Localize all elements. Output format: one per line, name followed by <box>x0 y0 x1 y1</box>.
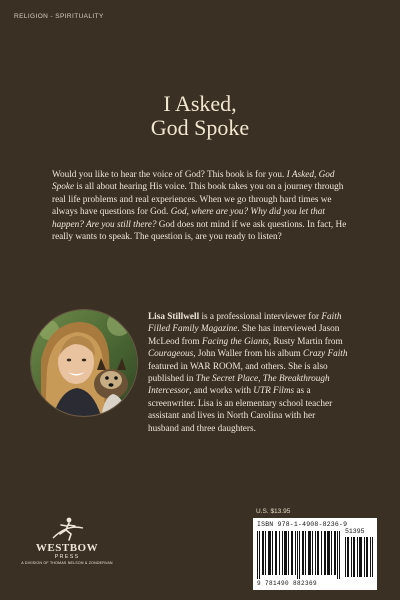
bio-text: , <box>258 374 263 385</box>
addon-barcode-icon <box>345 537 373 577</box>
bio-text: is a professional interviewer for <box>199 312 322 322</box>
bio-emphasis: Crazy Faith <box>303 349 348 360</box>
book-description <box>52 169 350 243</box>
publisher-division: A DIVISION OF THOMAS NELSON & ZONDERVAN <box>21 561 113 565</box>
barcode-digits: 9 781490 882369 <box>257 580 318 587</box>
blurb-questions: God, where are you? Why did you let that happen? Are you still there? <box>52 207 325 230</box>
bio-text: as a screenwriter. Lisa is an elementary school teacher assistant and lives in North Carolina with her husband and three daughters. <box>148 386 333 434</box>
author-bio <box>148 311 348 435</box>
category-label: RELIGION - SPIRITUALITY <box>14 13 104 20</box>
title-line-1: I Asked, <box>163 91 237 116</box>
author-name: Lisa Stillwell <box>148 312 200 322</box>
bio-text: , and works with <box>189 386 254 397</box>
blurb-text-1: Would you like to hear the voice of God? This book is for you. <box>52 170 287 180</box>
publisher-press: PRESS <box>54 554 80 560</box>
price-label: U.S. $13.95 <box>256 508 291 515</box>
title-line-2: God Spoke <box>150 115 250 140</box>
westbow-runner-logo-icon <box>47 516 87 542</box>
publisher-brand: WESTBOW <box>35 542 99 554</box>
publisher-logo <box>12 516 122 594</box>
blurb-text-2: is all about hearing His voice. This book takes you on a journey through real life problems and real experiences. When we go through hard times we always have questions for God. <box>52 182 344 218</box>
bio-text: , Rusty Martin from <box>268 336 343 347</box>
bio-emphasis: Facing the Giants <box>201 336 269 347</box>
bio-text: . She has interviewed Jason McLeod from <box>148 324 340 347</box>
bio-text: , John Waller from his album <box>193 349 304 360</box>
bio-emphasis: The Breakthrough Intercessor <box>148 374 330 397</box>
addon-number: 51395 <box>345 528 365 535</box>
blurb-title-emphasis: I Asked, God Spoke <box>52 170 335 193</box>
bio-emphasis: The Secret Place <box>195 374 259 385</box>
barcode-icon <box>257 531 341 579</box>
blurb-text-3: God does not mind if we ask questions. In fact, He really wants to speak. The question is, are you ready to listen? <box>52 219 347 243</box>
barcode <box>253 518 377 590</box>
isbn-text: ISBN 978-1-4908-8236-9 <box>257 521 348 528</box>
bio-text: featured in WAR ROOM, and others. She is also published in <box>148 361 328 385</box>
bio-emphasis: Faith Filled Family Magazine <box>148 312 342 335</box>
bio-emphasis: Courageous <box>148 349 194 360</box>
author-photo <box>30 309 138 417</box>
bio-emphasis: UTR Films <box>253 386 295 397</box>
book-title <box>0 92 400 140</box>
author-photo-icon <box>31 310 137 416</box>
